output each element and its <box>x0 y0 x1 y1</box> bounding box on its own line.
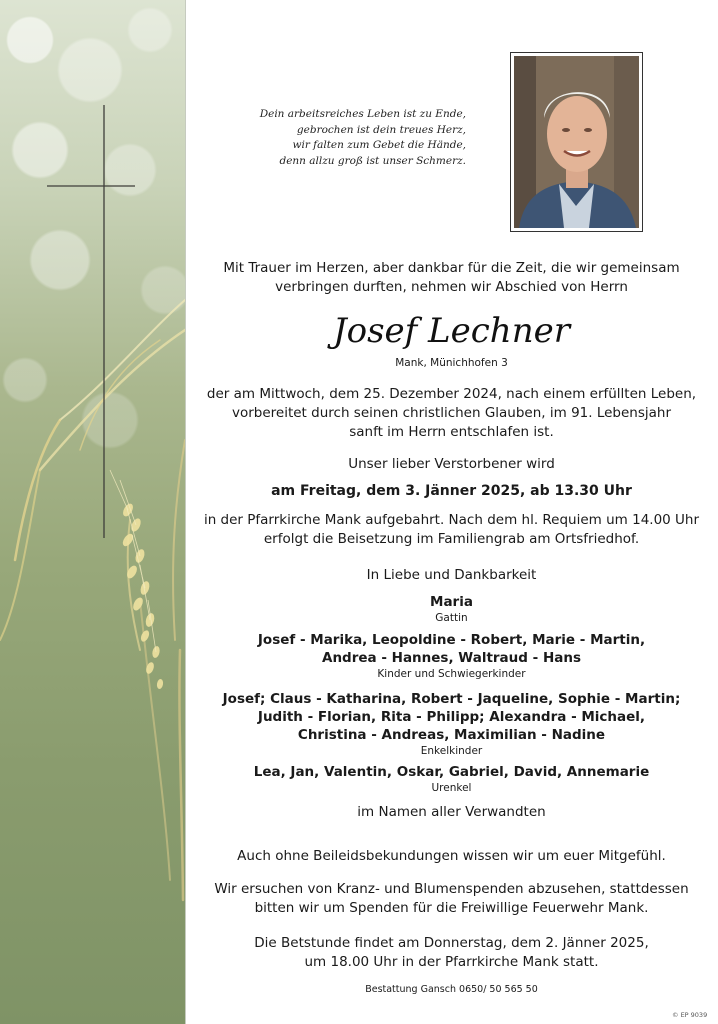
announce-text: Unser lieber Verstorbener wird <box>348 456 555 472</box>
deceased-name: Josef Lechner <box>333 311 570 351</box>
portrait-frame <box>510 52 643 232</box>
background-panel <box>0 0 185 1024</box>
family-role: Kinder und Schwiegerkinder <box>377 668 526 680</box>
family-names: Josef; Claus - Katharina, Robert - Jaqueline, Sophie - Martin; <box>222 691 681 707</box>
document-code: © EP 9039 <box>672 1011 708 1019</box>
portrait-photo <box>514 56 639 228</box>
ceremony-line: erfolgt die Beisetzung im Familiengrab am Ortsfriedhof. <box>263 531 640 547</box>
death-notice <box>185 385 718 442</box>
donation-line: bitten wir um Spenden für die Freiwillige Feuerwehr Mank. <box>254 900 649 916</box>
ceremony-text <box>185 511 718 549</box>
deceased-address: Mank, Münichhofen 3 <box>395 357 508 369</box>
relatives-text: im Namen aller Verwandten <box>357 804 546 820</box>
poem <box>216 107 466 169</box>
prayer-line: Die Betstunde findet am Donnerstag, dem 2. Jänner 2025, <box>254 935 649 951</box>
thanks-text: In Liebe und Dankbarkeit <box>366 567 537 583</box>
family-names: Andrea - Hannes, Waltraud - Hans <box>322 650 581 666</box>
family-role: Gattin <box>435 612 468 624</box>
poem-line: denn allzu groß ist unser Schmerz. <box>279 154 466 167</box>
family-spouse <box>185 593 718 625</box>
death-line: sanft im Herrn entschlafen ist. <box>349 424 554 440</box>
family-great-grandchildren <box>185 763 718 795</box>
prayer-text <box>185 934 718 972</box>
ceremony-line: in der Pfarrkirche Mank aufgebahrt. Nach dem hl. Requiem um 14.00 Uhr <box>203 512 700 528</box>
poem-line: wir falten zum Gebet die Hände, <box>292 139 466 151</box>
family-names: Christina - Andreas, Maximilian - Nadine <box>297 727 606 743</box>
family-children <box>185 631 718 681</box>
death-line: der am Mittwoch, dem 25. Dezember 2024, nach einem erfüllten Leben, <box>206 386 697 402</box>
donation-line: Wir ersuchen von Kranz- und Blumenspenden abzusehen, stattdessen <box>214 881 689 897</box>
donation-text <box>185 880 718 918</box>
poem-line: gebrochen ist dein treues Herz, <box>296 123 466 136</box>
prayer-line: um 18.00 Uhr in der Pfarrkirche Mank statt. <box>304 954 599 970</box>
intro-text <box>185 259 718 297</box>
family-names: Josef - Marika, Leopoldine - Robert, Marie - Martin, <box>257 632 646 648</box>
family-names: Lea, Jan, Valentin, Oskar, Gabriel, David, Annemarie <box>253 764 650 780</box>
family-names: Judith - Florian, Rita - Philipp; Alexandra - Michael, <box>257 709 646 725</box>
intro-line: verbringen durften, nehmen wir Abschied von Herrn <box>275 279 628 295</box>
death-line: vorbereitet durch seinen christlichen Glauben, im 91. Lebensjahr <box>231 405 672 421</box>
family-names: Maria <box>430 594 473 610</box>
undertaker-info: Bestattung Gansch 0650/ 50 565 50 <box>365 984 538 995</box>
poem-line: Dein arbeitsreiches Leben ist zu Ende, <box>259 108 466 120</box>
intro-line: Mit Trauer im Herzen, aber dankbar für die Zeit, die wir gemeinsam <box>223 260 680 276</box>
family-role: Urenkel <box>431 782 472 794</box>
family-grandchildren <box>185 690 718 758</box>
cross-icon <box>0 0 185 560</box>
family-role: Enkelkinder <box>420 745 483 757</box>
sympathy-text: Auch ohne Beileidsbekundungen wissen wir um euer Mitgefühl. <box>237 848 666 864</box>
viewing-date: am Freitag, dem 3. Jänner 2025, ab 13.30 Uhr <box>271 483 632 499</box>
